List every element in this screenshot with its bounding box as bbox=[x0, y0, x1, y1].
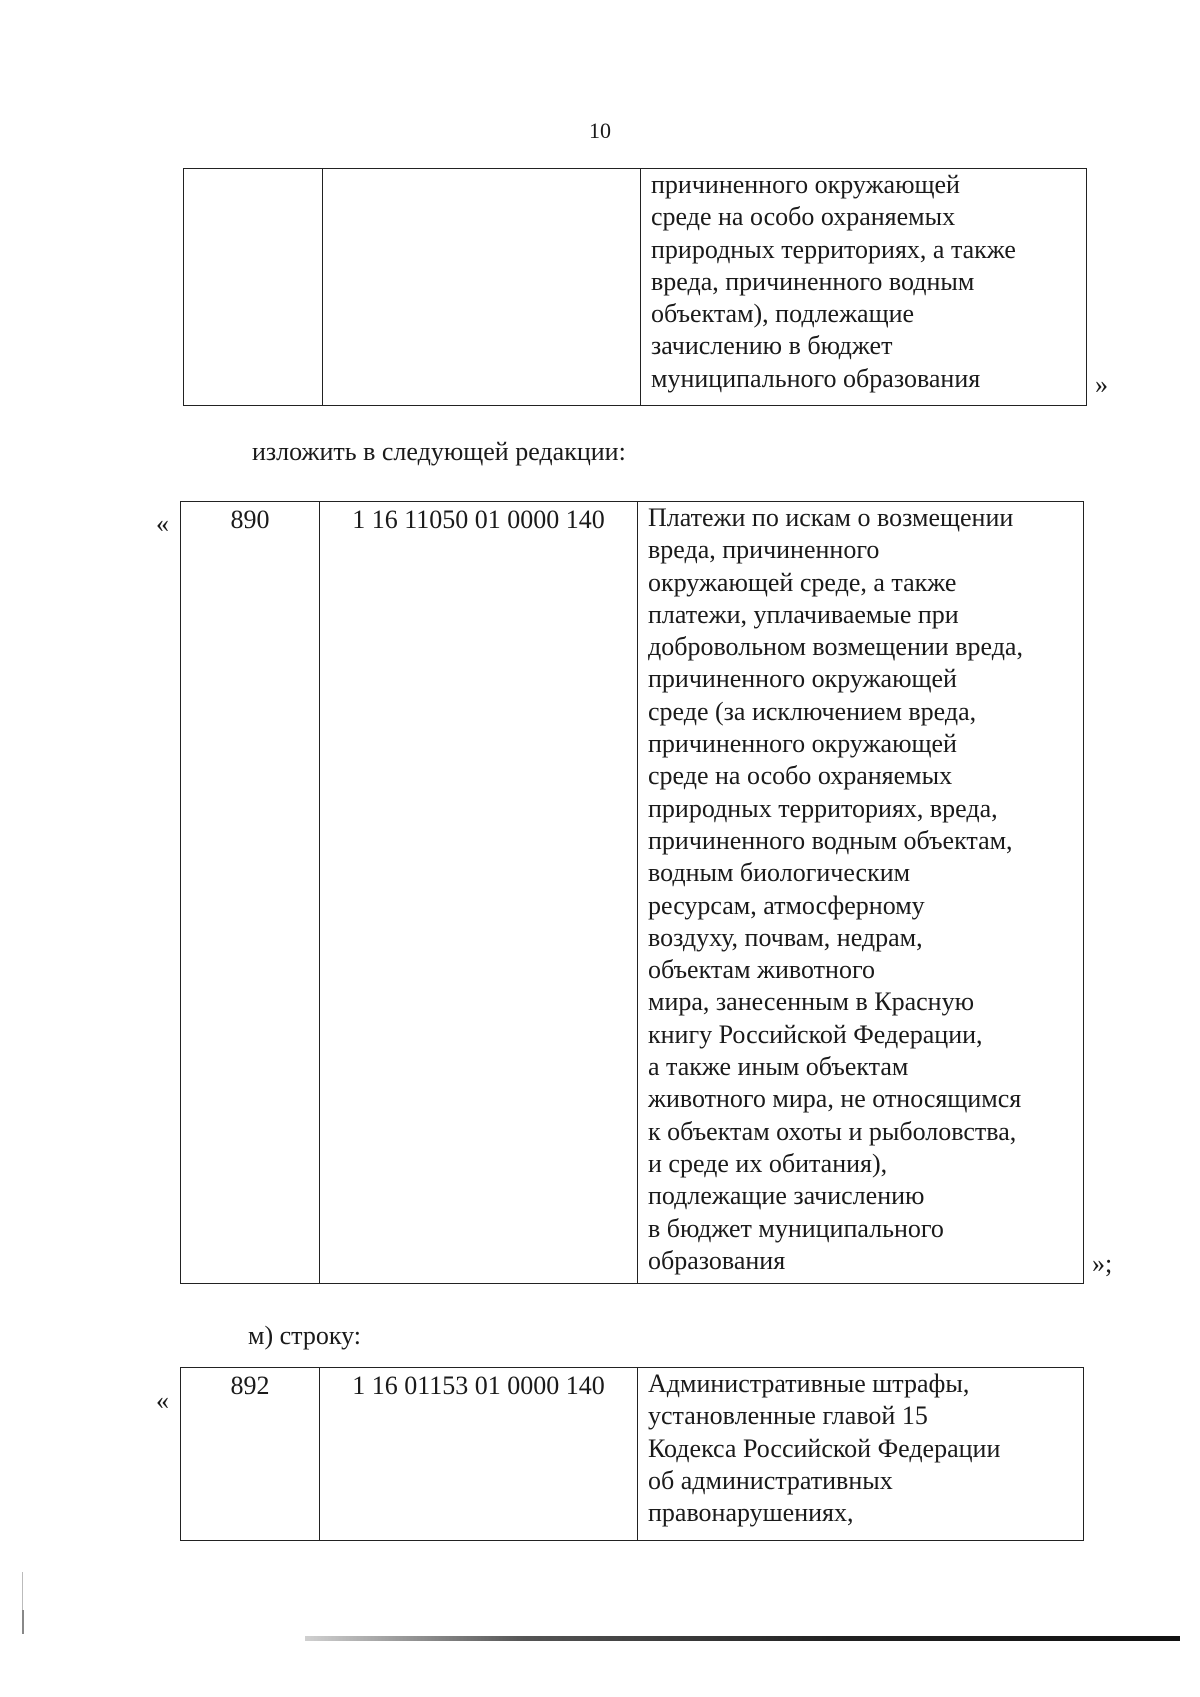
description-line: окружающей среде, а также bbox=[648, 567, 957, 597]
cell-kbk-code bbox=[323, 169, 641, 406]
description-line: правонарушениях, bbox=[648, 1498, 854, 1528]
description-line: воздуху, почвам, недрам, bbox=[648, 922, 923, 952]
cell-admin-code: 892 bbox=[181, 1368, 320, 1541]
description-line: книгу Российской Федерации, bbox=[648, 1019, 983, 1049]
description-line: причиненного водным объектам, bbox=[648, 825, 1013, 855]
scan-footer-rule bbox=[305, 1636, 1180, 1641]
cell-kbk-code: 1 16 01153 01 0000 140 bbox=[320, 1368, 638, 1541]
description-line: среде на особо охраняемых bbox=[648, 761, 953, 791]
cell-description bbox=[638, 502, 1084, 1284]
table-previous-row-end bbox=[183, 168, 1087, 406]
table-row bbox=[181, 1368, 1084, 1541]
cell-admin-code: 890 bbox=[181, 502, 320, 1284]
cell-kbk-code: 1 16 11050 01 0000 140 bbox=[320, 502, 638, 1284]
instruction-paragraph-m: м) строку: bbox=[248, 1321, 361, 1350]
table-new-row bbox=[180, 501, 1084, 1284]
description-line: ресурсам, атмосферному bbox=[648, 890, 925, 920]
closing-quote: » bbox=[1095, 370, 1108, 399]
description-line: причиненного окружающей bbox=[648, 729, 957, 759]
description-line: образования bbox=[648, 1245, 786, 1275]
description-line: установленные главой 15 bbox=[648, 1401, 928, 1431]
description-line: об административных bbox=[648, 1465, 893, 1495]
description-line: муниципального образования bbox=[651, 363, 981, 393]
scan-margin-mark bbox=[22, 1610, 24, 1634]
description-line: платежи, уплачиваемые при bbox=[648, 599, 959, 629]
description-line: среде на особо охраняемых bbox=[651, 202, 956, 232]
description-line: животного мира, не относящимся bbox=[648, 1084, 1022, 1114]
description-line: Платежи по искам о возмещении bbox=[648, 503, 1014, 532]
description-line: зачислению в бюджет bbox=[651, 331, 893, 361]
description-line: среде (за исключением вреда, bbox=[648, 696, 977, 726]
page-number: 10 bbox=[589, 118, 611, 143]
description-line: природных территориях, вреда, bbox=[648, 793, 998, 823]
cell-description bbox=[638, 1368, 1084, 1541]
opening-quote: « bbox=[156, 1386, 169, 1415]
table-row-m bbox=[180, 1367, 1084, 1541]
table-row bbox=[181, 502, 1084, 1284]
description-line: причиненного окружающей bbox=[651, 170, 960, 199]
instruction-paragraph: изложить в следующей редакции: bbox=[252, 437, 626, 466]
closing-quote: »; bbox=[1092, 1249, 1113, 1278]
description-line: подлежащие зачислению bbox=[648, 1181, 925, 1211]
description-line: причиненного окружающей bbox=[648, 664, 957, 694]
description-line: вреда, причиненного водным bbox=[651, 266, 975, 296]
description-line: к объектам охоты и рыболовства, bbox=[648, 1116, 1017, 1146]
description-line: объектам животного bbox=[648, 955, 875, 985]
description-line: мира, занесенным в Красную bbox=[648, 987, 975, 1017]
description-line: природных территориях, а также bbox=[651, 234, 1016, 264]
description-line: Кодекса Российской Федерации bbox=[648, 1433, 1001, 1463]
description-line: Административные штрафы, bbox=[648, 1369, 970, 1398]
table-row bbox=[184, 169, 1087, 406]
description-line: объектам), подлежащие bbox=[651, 299, 915, 329]
description-line: в бюджет муниципального bbox=[648, 1213, 944, 1243]
description-line: вреда, причиненного bbox=[648, 535, 880, 565]
description-line: и среде их обитания), bbox=[648, 1148, 888, 1178]
description-line: водным биологическим bbox=[648, 858, 911, 888]
cell-description bbox=[641, 169, 1087, 406]
description-line: добровольном возмещении вреда, bbox=[648, 632, 1023, 662]
description-line: а также иным объектам bbox=[648, 1052, 909, 1082]
cell-admin-code bbox=[184, 169, 323, 406]
opening-quote: « bbox=[156, 509, 169, 538]
